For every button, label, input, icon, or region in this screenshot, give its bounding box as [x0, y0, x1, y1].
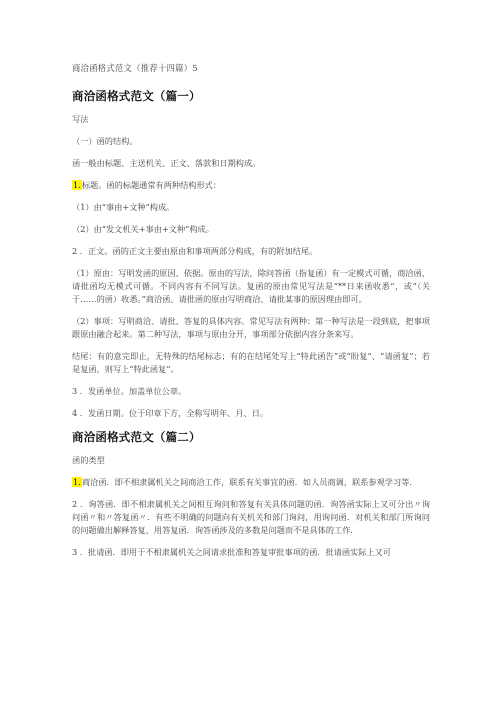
paragraph-body: 2 ．正文。函的正文主要由原由和事项两部分构成，有的附加结尾。	[72, 246, 318, 256]
section-heading-2: 商洽函格式范文（篇二）	[72, 430, 201, 444]
paragraph-type-3: 3 ．批请函．即用于不相隶属机关之间请求批准和答复审批事项的函．批请函实际上又可	[72, 547, 391, 557]
paragraph-type-2: 2 ．询答函．即不相隶属机关之间相互询问和答复有关具体问题的函．询答函实际上又可分出〃询问函〃和〃答复函〃．有些不明确的问题向有关机关和部门询问，用询问函．对机关和部门所询问的问题做出解释答复，用答复函．询答函涉及的多数是问题而不是具体的工作．	[72, 499, 430, 535]
paragraph-writing: 写法	[72, 114, 89, 124]
document-title: 商洽函格式范文（推荐十四篇）5	[72, 63, 198, 73]
paragraph-text: 标题。函的标题通常有两种结构形式：	[81, 180, 222, 190]
paragraph-form-1: （1）由“事由+文种”构成。	[72, 202, 175, 212]
highlighted-number: 1.	[73, 477, 81, 487]
paragraph-reason: （1）原由：写明发函的原因、依据。原由的写法，除问答函（指复函）有一定模式可循，商洽函、请批函均无模式可循。不同内容有不同写法。复函的原由常见写法是“**日来函收悉”，或“（关于……的函）收悉。”商洽函、请批函的原由写明商洽、请批某事的原因理由即可。	[72, 268, 430, 304]
paragraph-form-2: （2）由“发文机关+事由+文种”构成。	[72, 224, 214, 234]
paragraph-structure: （一）函的结构。	[72, 136, 138, 146]
paragraph-text: 商洽函．即不相隶属机关之间商洽工作，联系有关事宜的函．如人员商调，联系参观学习等．	[81, 477, 418, 487]
paragraph-sender: 3 ．发函单位。加盖单位公章。	[72, 386, 187, 396]
paragraph-intro: 函一般由标题、主送机关、正文、落款和日期构成。	[72, 158, 261, 168]
paragraph-ending: 结尾：有的意完即止，无特殊的结尾标志；有的在结尾处写上“特此函告”或“盼复”、“请函复”；若是复函，则写上“特此函复”。	[72, 351, 430, 374]
paragraph-types: 函的类型	[72, 455, 105, 465]
highlighted-number: 1.	[73, 180, 81, 190]
section-heading-1: 商洽函格式范文（篇一）	[72, 89, 201, 103]
paragraph-matter: （2）事项：写明商洽、请批、答复的具体内容。常见写法有两种：第一种写法是一段到底，把事项跟原由融合起来。第二种写法，事项与原由分开，事项部分依据内容分条来写。	[72, 316, 430, 339]
paragraph-date: 4 ．发函日期。位于印章下方，全称写明年、月、日。	[72, 408, 269, 418]
paragraph-title-forms	[72, 179, 430, 192]
paragraph-type-1	[72, 476, 430, 489]
